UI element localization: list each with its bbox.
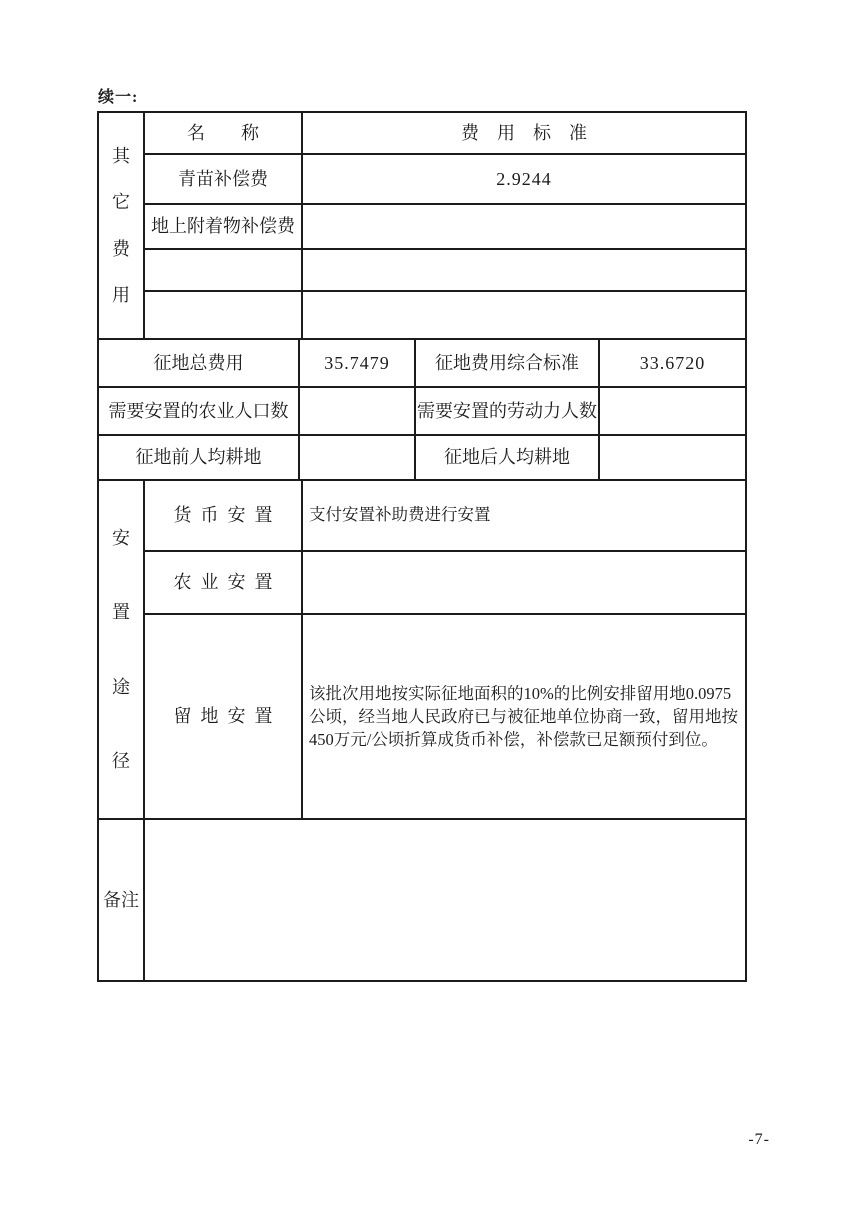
resettlement-label-char: 置 [112,602,130,622]
agri-population-value [300,388,416,436]
continuation-label: 续一: [98,89,139,106]
fee-name-cell [145,250,303,292]
agricultural-resettlement-label: 农业安置 [145,552,303,615]
fee-name-cell [145,292,303,340]
pre-acquisition-farmland-label: 征地前人均耕地 [99,436,300,481]
page-number: -7- [748,1131,770,1148]
remarks-label: 备注 [99,820,145,980]
composite-standard-label: 征地费用综合标准 [416,340,600,388]
resettlement-label-char: 安 [112,527,130,548]
composite-standard-value: 33.6720 [600,340,745,388]
fee-standard-header: 费 用 标 准 [303,113,745,155]
monetary-resettlement-label: 货币安置 [145,481,303,552]
agricultural-resettlement-description [303,552,745,615]
other-fees-section [99,113,745,340]
other-fees-label-char: 费 [112,238,130,259]
land-acquisition-table [97,111,747,982]
remarks-content [145,820,745,980]
resettlement-section [99,481,745,820]
other-fees-label-char: 用 [112,285,130,305]
remarks-section [99,820,745,980]
fee-name-cell: 地上附着物补偿费 [145,205,303,250]
summary-section [99,340,745,481]
labor-count-value [600,388,745,436]
post-acquisition-farmland-value [600,436,745,481]
fee-name-cell: 青苗补偿费 [145,155,303,205]
total-cost-label: 征地总费用 [99,340,300,388]
fee-standard-cell: 2.9244 [303,155,745,205]
other-fees-label-char: 其 [112,145,130,166]
resettlement-section-label [99,481,145,820]
fee-standard-cell [303,250,745,292]
post-acquisition-farmland-label: 征地后人均耕地 [416,436,600,481]
monetary-resettlement-description: 支付安置补助费进行安置 [303,481,745,552]
pre-acquisition-farmland-value [300,436,416,481]
resettlement-label-char: 径 [112,751,130,771]
fee-standard-cell [303,205,745,250]
total-cost-value: 35.7479 [300,340,416,388]
reserved-land-resettlement-description: 该批次用地按实际征地面积的10%的比例安排留用地0.0975公顷，经当地人民政府已与被征地单位协商一致，留用地按450万元/公顷折算成货币补偿，补偿款已足额预付到位。 [303,615,745,820]
other-fees-label-char: 它 [112,192,130,212]
fee-standard-cell [303,292,745,340]
other-fees-section-label [99,113,145,340]
fee-name-header: 名 称 [145,113,303,155]
agri-population-label: 需要安置的农业人口数 [99,388,300,436]
reserved-land-resettlement-label: 留地安置 [145,615,303,820]
labor-count-label: 需要安置的劳动力人数 [416,388,600,436]
resettlement-label-char: 途 [112,676,130,697]
